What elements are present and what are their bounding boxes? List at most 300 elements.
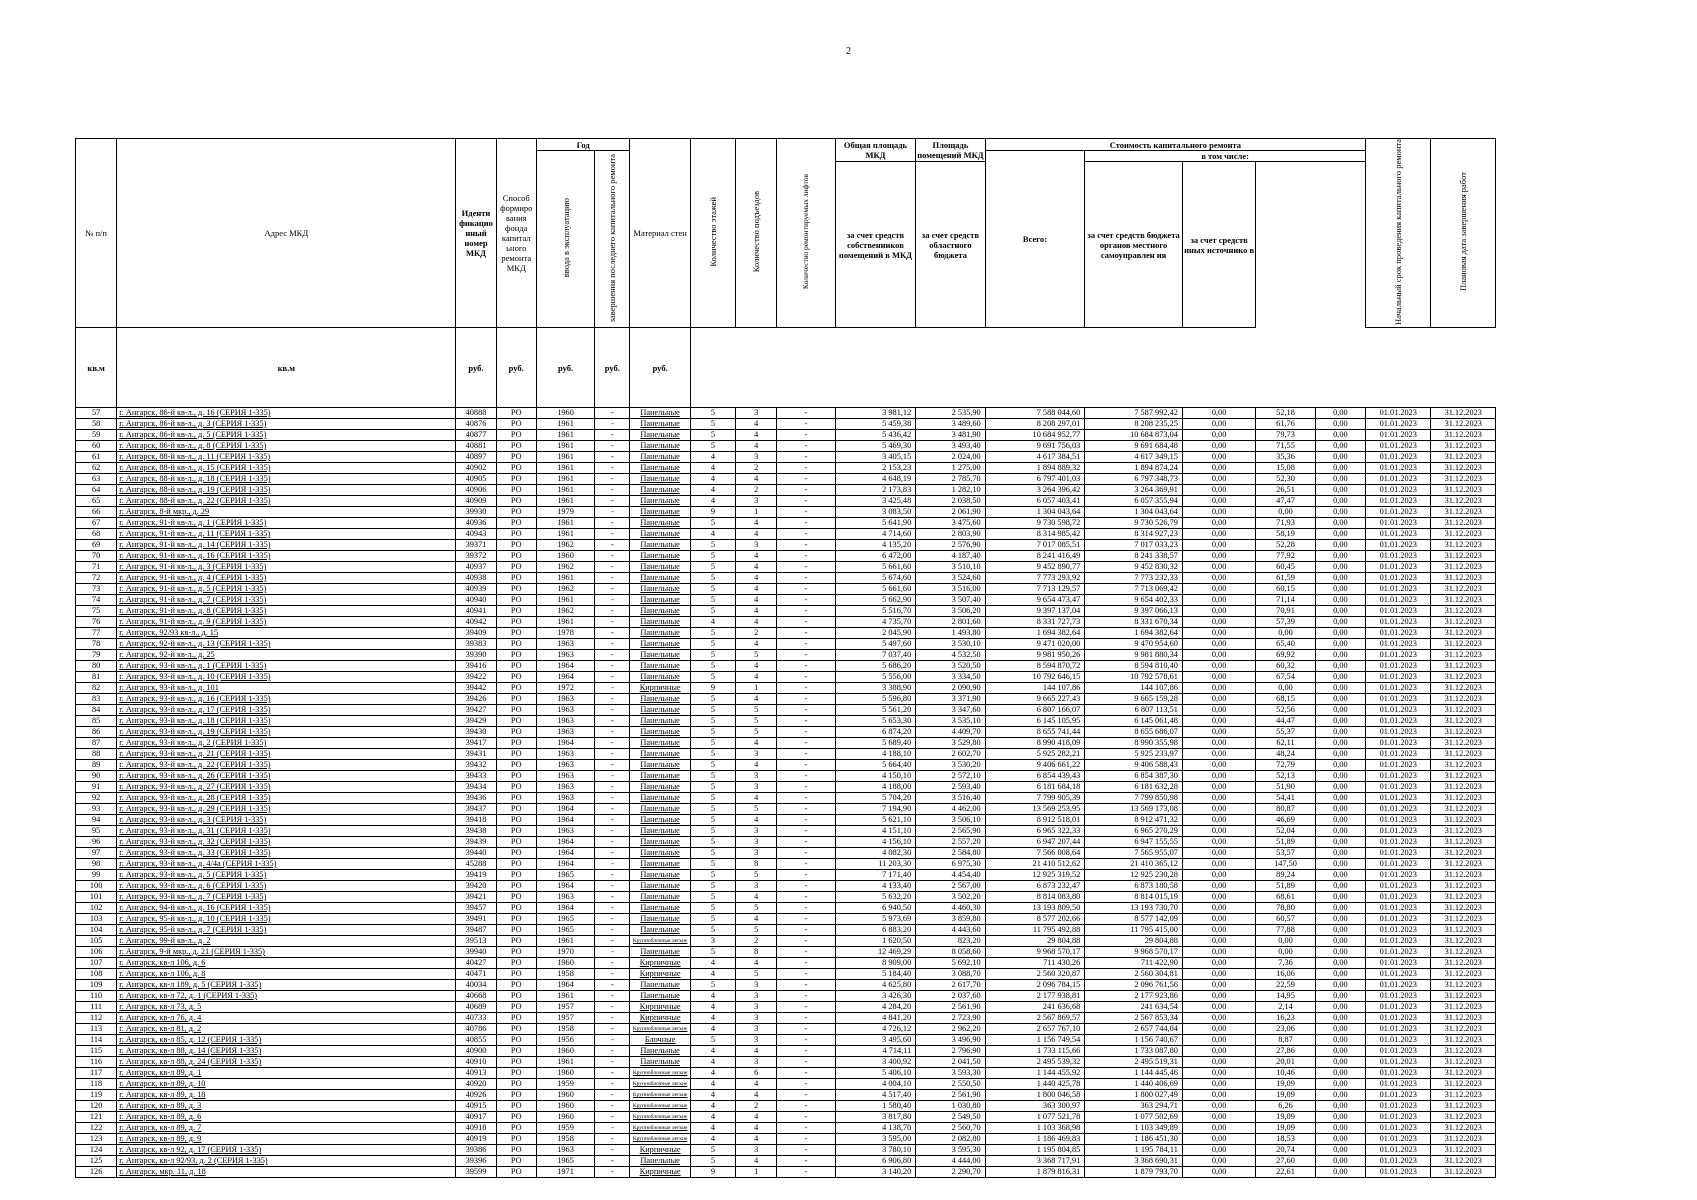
cell-total-area: 11 203,30: [835, 859, 916, 870]
cell-regional: 0,00: [1182, 914, 1255, 925]
cell-start-date: 01.01.2023: [1366, 793, 1431, 804]
cell-end-date: 31.12.2023: [1431, 1068, 1496, 1079]
cell-end-date: 31.12.2023: [1431, 881, 1496, 892]
cell-id: 39487: [456, 925, 496, 936]
cell-total-area: 4 082,30: [835, 848, 916, 859]
cell-entrances: 4: [736, 1112, 777, 1123]
cell-year-last-repair: -: [595, 804, 630, 815]
unit-other: руб.: [630, 328, 690, 408]
cell-other: 0,00: [1315, 419, 1365, 430]
cell-other: 0,00: [1315, 485, 1365, 496]
cell-end-date: 31.12.2023: [1431, 1112, 1496, 1123]
cell-regional: 0,00: [1182, 441, 1255, 452]
cell-total-cost: 29 804,88: [985, 936, 1085, 947]
cell-other: 0,00: [1315, 760, 1365, 771]
cell-entrances: 3: [736, 980, 777, 991]
cell-owners: 9 654 402,33: [1085, 595, 1183, 606]
cell-elevators: -: [777, 1057, 835, 1068]
cell-floors: 5: [690, 408, 735, 419]
cell-wall-material: Панельные: [630, 474, 690, 485]
cell-owners: 8 577 142,09: [1085, 914, 1183, 925]
cell-owners: 2 495 519,31: [1085, 1057, 1183, 1068]
table-row: [76, 441, 1496, 452]
cell-end-date: 31.12.2023: [1431, 958, 1496, 969]
cell-floors: 5: [690, 782, 735, 793]
cell-year-last-repair: -: [595, 936, 630, 947]
cell-total-cost: 1 077 521,78: [985, 1112, 1085, 1123]
cell-id: 40913: [456, 1068, 496, 1079]
cell-elevators: -: [777, 419, 835, 430]
cell-address: г. Ангарск, 86-й кв-л., д. 3 (СЕРИЯ 1-335): [117, 419, 456, 430]
cell-total-area: 5 662,90: [835, 595, 916, 606]
cell-start-date: 01.01.2023: [1366, 903, 1431, 914]
cell-total-area: 12 469,29: [835, 947, 916, 958]
cell-id: 40915: [456, 1101, 496, 1112]
cell-premises-area: 2 549,50: [916, 1112, 985, 1123]
cell-address: г. Ангарск, 91-й кв-л., д. 8 (СЕРИЯ 1-335): [117, 606, 456, 617]
cell-id: 40920: [456, 1079, 496, 1090]
cell-floors: 5: [690, 1156, 735, 1167]
cell-year-last-repair: -: [595, 1046, 630, 1057]
table-row: [76, 738, 1496, 749]
cell-owners: 6 807 113,51: [1085, 705, 1183, 716]
cell-wall-material: Блочные: [630, 1035, 690, 1046]
cell-year-commissioning: 1963: [536, 826, 594, 837]
cell-entrances: 4: [736, 1046, 777, 1057]
cell-local: 52,04: [1256, 826, 1315, 837]
cell-total-area: 4 150,10: [835, 771, 916, 782]
cell-wall-material: Панельные: [630, 925, 690, 936]
cell-year-commissioning: 1961: [536, 474, 594, 485]
cell-floors: 5: [690, 881, 735, 892]
header-year-commissioning-text: ввода в эксплуатацию: [560, 198, 571, 278]
cell-owners: 9 981 880,34: [1085, 650, 1183, 661]
cell-total-area: 5 469,30: [835, 441, 916, 452]
cell-total-area: 4 135,20: [835, 540, 916, 551]
cell-premises-area: 2 561,90: [916, 1002, 985, 1013]
header-year-last-repair-text: завершения последнего капитального ремонта: [607, 153, 618, 323]
table-row: [76, 474, 1496, 485]
cell-year-last-repair: -: [595, 980, 630, 991]
cell-year-last-repair: -: [595, 485, 630, 496]
cell-owners: 9 665 159,28: [1085, 694, 1183, 705]
cell-elevators: -: [777, 507, 835, 518]
cell-start-date: 01.01.2023: [1366, 463, 1431, 474]
cell-total-cost: 12 925 319,52: [985, 870, 1085, 881]
cell-method: РО: [496, 474, 536, 485]
capital-repair-table: [75, 138, 1496, 1178]
cell-wall-material: Панельные: [630, 617, 690, 628]
cell-total-cost: 5 925 282,21: [985, 749, 1085, 760]
cell-entrances: 3: [736, 837, 777, 848]
cell-method: РО: [496, 804, 536, 815]
cell-year-commissioning: 1963: [536, 760, 594, 771]
header-wall-material: Материал стен: [630, 139, 690, 328]
cell-id: 40668: [456, 991, 496, 1002]
cell-end-date: 31.12.2023: [1431, 441, 1496, 452]
cell-num: 110: [76, 991, 117, 1002]
cell-local: 35,36: [1256, 452, 1315, 463]
table-row: [76, 716, 1496, 727]
cell-total-area: 6 940,50: [835, 903, 916, 914]
cell-elevators: -: [777, 694, 835, 705]
cell-year-last-repair: -: [595, 540, 630, 551]
cell-end-date: 31.12.2023: [1431, 694, 1496, 705]
cell-method: РО: [496, 1112, 536, 1123]
cell-total-area: 4 625,80: [835, 980, 916, 991]
cell-total-area: 3 425,48: [835, 496, 916, 507]
cell-premises-area: 3 529,80: [916, 738, 985, 749]
cell-other: 0,00: [1315, 683, 1365, 694]
cell-year-last-repair: -: [595, 562, 630, 573]
cell-num: 92: [76, 793, 117, 804]
cell-elevators: -: [777, 518, 835, 529]
cell-floors: 4: [690, 496, 735, 507]
cell-regional: 0,00: [1182, 661, 1255, 672]
cell-end-date: 31.12.2023: [1431, 771, 1496, 782]
cell-local: 14,95: [1256, 991, 1315, 1002]
cell-method: РО: [496, 419, 536, 430]
table-row: [76, 650, 1496, 661]
cell-regional: 0,00: [1182, 518, 1255, 529]
cell-year-last-repair: -: [595, 606, 630, 617]
cell-wall-material: Панельные: [630, 727, 690, 738]
cell-year-commissioning: 1964: [536, 672, 594, 683]
cell-start-date: 01.01.2023: [1366, 771, 1431, 782]
cell-method: РО: [496, 969, 536, 980]
table-row: [76, 540, 1496, 551]
cell-other: 0,00: [1315, 903, 1365, 914]
cell-entrances: 4: [736, 639, 777, 650]
cell-regional: 0,00: [1182, 628, 1255, 639]
cell-method: РО: [496, 628, 536, 639]
cell-end-date: 31.12.2023: [1431, 705, 1496, 716]
cell-start-date: 01.01.2023: [1366, 452, 1431, 463]
cell-local: 27,60: [1256, 1156, 1315, 1167]
cell-floors: 4: [690, 969, 735, 980]
cell-method: РО: [496, 1057, 536, 1068]
cell-regional: 0,00: [1182, 639, 1255, 650]
cell-method: РО: [496, 441, 536, 452]
cell-address: г. Ангарск, 88-й кв-л., д. 22 (СЕРИЯ 1-335): [117, 496, 456, 507]
cell-other: 0,00: [1315, 815, 1365, 826]
cell-year-last-repair: -: [595, 716, 630, 727]
cell-year-last-repair: -: [595, 452, 630, 463]
cell-regional: 0,00: [1182, 474, 1255, 485]
cell-total-cost: 8 241 416,49: [985, 551, 1085, 562]
cell-premises-area: 3 520,50: [916, 661, 985, 672]
cell-other: 0,00: [1315, 628, 1365, 639]
cell-regional: 0,00: [1182, 1123, 1255, 1134]
cell-wall-material: Панельные: [630, 529, 690, 540]
cell-total-area: 3 400,92: [835, 1057, 916, 1068]
header-other: за счет средств иных источнико в: [1182, 162, 1255, 328]
cell-regional: 0,00: [1182, 727, 1255, 738]
cell-floors: 5: [690, 584, 735, 595]
cell-regional: 0,00: [1182, 694, 1255, 705]
cell-elevators: -: [777, 848, 835, 859]
cell-local: 89,24: [1256, 870, 1315, 881]
cell-id: 39409: [456, 628, 496, 639]
cell-year-commissioning: 1964: [536, 661, 594, 672]
cell-year-commissioning: 1971: [536, 1167, 594, 1178]
cell-other: 0,00: [1315, 606, 1365, 617]
cell-id: 40888: [456, 408, 496, 419]
cell-owners: 9 968 570,17: [1085, 947, 1183, 958]
cell-num: 81: [76, 672, 117, 683]
cell-id: 39420: [456, 881, 496, 892]
cell-elevators: -: [777, 958, 835, 969]
cell-year-commissioning: 1959: [536, 1123, 594, 1134]
cell-entrances: 4: [736, 914, 777, 925]
cell-total-cost: 6 965 322,33: [985, 826, 1085, 837]
cell-premises-area: 2 038,50: [916, 496, 985, 507]
cell-wall-material: Панельные: [630, 430, 690, 441]
cell-num: 78: [76, 639, 117, 650]
cell-other: 0,00: [1315, 1024, 1365, 1035]
cell-elevators: -: [777, 595, 835, 606]
cell-owners: 1 440 406,69: [1085, 1079, 1183, 1090]
cell-end-date: 31.12.2023: [1431, 826, 1496, 837]
cell-address: г. Ангарск, кв-л 73, д. 5: [117, 1002, 456, 1013]
cell-year-last-repair: -: [595, 595, 630, 606]
cell-total-cost: 9 730 598,72: [985, 518, 1085, 529]
cell-id: 40909: [456, 496, 496, 507]
table-row: [76, 947, 1496, 958]
cell-address: г. Ангарск, 93-й кв-л., д. 21 (СЕРИЯ 1-335): [117, 749, 456, 760]
cell-num: 116: [76, 1057, 117, 1068]
cell-end-date: 31.12.2023: [1431, 408, 1496, 419]
cell-premises-area: 2 557,20: [916, 837, 985, 848]
cell-id: 40427: [456, 958, 496, 969]
cell-year-commissioning: 1970: [536, 947, 594, 958]
cell-wall-material: Панельные: [630, 518, 690, 529]
cell-year-last-repair: -: [595, 1145, 630, 1156]
cell-year-last-repair: -: [595, 1013, 630, 1024]
cell-owners: 2 096 761,56: [1085, 980, 1183, 991]
cell-total-cost: 2 495 539,32: [985, 1057, 1085, 1068]
cell-local: 51,90: [1256, 782, 1315, 793]
table-row: [76, 507, 1496, 518]
cell-regional: 0,00: [1182, 1068, 1255, 1079]
cell-local: 68,61: [1256, 892, 1315, 903]
cell-address: г. Ангарск, кв-л 72, д. 1 (СЕРИЯ 1-335): [117, 991, 456, 1002]
cell-premises-area: 3 496,90: [916, 1035, 985, 1046]
cell-local: 22,61: [1256, 1167, 1315, 1178]
cell-address: г. Ангарск, кв-л 89, д. 1: [117, 1068, 456, 1079]
cell-owners: 21 410 365,12: [1085, 859, 1183, 870]
cell-id: 40936: [456, 518, 496, 529]
cell-id: 40900: [456, 1046, 496, 1057]
cell-other: 0,00: [1315, 518, 1365, 529]
cell-premises-area: 4 462,00: [916, 804, 985, 815]
cell-year-last-repair: -: [595, 430, 630, 441]
cell-year-commissioning: 1964: [536, 804, 594, 815]
cell-end-date: 31.12.2023: [1431, 672, 1496, 683]
cell-year-last-repair: -: [595, 650, 630, 661]
cell-elevators: -: [777, 705, 835, 716]
cell-year-last-repair: -: [595, 727, 630, 738]
table-row: [76, 452, 1496, 463]
cell-num: 100: [76, 881, 117, 892]
cell-year-commissioning: 1957: [536, 1002, 594, 1013]
cell-other: 0,00: [1315, 595, 1365, 606]
cell-num: 114: [76, 1035, 117, 1046]
cell-owners: 8 241 338,57: [1085, 551, 1183, 562]
cell-wall-material: Панельные: [630, 639, 690, 650]
cell-entrances: 5: [736, 727, 777, 738]
cell-end-date: 31.12.2023: [1431, 661, 1496, 672]
cell-end-date: 31.12.2023: [1431, 1101, 1496, 1112]
cell-start-date: 01.01.2023: [1366, 1079, 1431, 1090]
cell-year-last-repair: -: [595, 628, 630, 639]
cell-local: 77,92: [1256, 551, 1315, 562]
cell-year-last-repair: -: [595, 958, 630, 969]
cell-total-cost: 1 103 368,98: [985, 1123, 1085, 1134]
cell-id: 40881: [456, 441, 496, 452]
cell-year-commissioning: 1979: [536, 507, 594, 518]
cell-start-date: 01.01.2023: [1366, 980, 1431, 991]
cell-method: РО: [496, 936, 536, 947]
cell-num: 76: [76, 617, 117, 628]
cell-regional: 0,00: [1182, 815, 1255, 826]
cell-regional: 0,00: [1182, 496, 1255, 507]
cell-year-last-repair: -: [595, 551, 630, 562]
cell-local: 20,74: [1256, 1145, 1315, 1156]
cell-regional: 0,00: [1182, 716, 1255, 727]
cell-total-area: 5 661,60: [835, 584, 916, 595]
cell-year-last-repair: -: [595, 903, 630, 914]
cell-floors: 5: [690, 760, 735, 771]
cell-other: 0,00: [1315, 551, 1365, 562]
cell-wall-material: Панельные: [630, 562, 690, 573]
cell-floors: 9: [690, 507, 735, 518]
cell-entrances: 2: [736, 1101, 777, 1112]
cell-premises-area: 2 061,90: [916, 507, 985, 518]
cell-floors: 5: [690, 573, 735, 584]
cell-total-area: 5 497,60: [835, 639, 916, 650]
cell-regional: 0,00: [1182, 837, 1255, 848]
cell-wall-material: Панельные: [630, 606, 690, 617]
header-year-group: Год: [536, 139, 630, 151]
cell-total-cost: 7 773 293,92: [985, 573, 1085, 584]
cell-method: РО: [496, 705, 536, 716]
cell-end-date: 31.12.2023: [1431, 496, 1496, 507]
cell-total-area: 7 171,40: [835, 870, 916, 881]
cell-end-date: 31.12.2023: [1431, 540, 1496, 551]
cell-other: 0,00: [1315, 936, 1365, 947]
cell-other: 0,00: [1315, 1090, 1365, 1101]
cell-elevators: -: [777, 496, 835, 507]
cell-premises-area: 3 516,40: [916, 793, 985, 804]
table-row: [76, 870, 1496, 881]
cell-other: 0,00: [1315, 617, 1365, 628]
cell-entrances: 3: [736, 848, 777, 859]
cell-local: 52,30: [1256, 474, 1315, 485]
cell-local: 79,73: [1256, 430, 1315, 441]
cell-premises-area: 3 506,20: [916, 606, 985, 617]
cell-other: 0,00: [1315, 1112, 1365, 1123]
cell-start-date: 01.01.2023: [1366, 782, 1431, 793]
cell-year-commissioning: 1972: [536, 683, 594, 694]
cell-num: 115: [76, 1046, 117, 1057]
cell-start-date: 01.01.2023: [1366, 705, 1431, 716]
cell-year-last-repair: -: [595, 837, 630, 848]
cell-method: РО: [496, 584, 536, 595]
cell-total-area: 4 188,00: [835, 782, 916, 793]
cell-elevators: -: [777, 452, 835, 463]
cell-num: 74: [76, 595, 117, 606]
cell-wall-material: Панельные: [630, 595, 690, 606]
cell-id: 40897: [456, 452, 496, 463]
cell-total-area: 4 138,70: [835, 1123, 916, 1134]
cell-total-cost: 9 397 137,04: [985, 606, 1085, 617]
cell-num: 104: [76, 925, 117, 936]
cell-id: 39431: [456, 749, 496, 760]
cell-wall-material: Крупноблочные легкие: [630, 1123, 690, 1134]
cell-num: 108: [76, 969, 117, 980]
table-row: [76, 727, 1496, 738]
cell-method: РО: [496, 562, 536, 573]
cell-total-cost: 6 797 401,03: [985, 474, 1085, 485]
cell-method: РО: [496, 958, 536, 969]
cell-premises-area: 2 567,00: [916, 881, 985, 892]
cell-method: РО: [496, 1156, 536, 1167]
cell-method: РО: [496, 1101, 536, 1112]
cell-num: 87: [76, 738, 117, 749]
cell-year-commissioning: 1960: [536, 408, 594, 419]
cell-year-commissioning: 1964: [536, 881, 594, 892]
cell-premises-area: 3 489,60: [916, 419, 985, 430]
cell-wall-material: Панельные: [630, 694, 690, 705]
cell-regional: 0,00: [1182, 452, 1255, 463]
cell-entrances: 4: [736, 958, 777, 969]
cell-method: РО: [496, 452, 536, 463]
cell-year-last-repair: -: [595, 661, 630, 672]
cell-address: г. Ангарск, 93-й кв-л., д. 10 (СЕРИЯ 1-335): [117, 672, 456, 683]
cell-owners: 9 406 588,43: [1085, 760, 1183, 771]
cell-total-cost: 8 208 297,01: [985, 419, 1085, 430]
header-start-date-text: Начальный срок проведения капитального ремонта: [1393, 139, 1404, 325]
cell-id: 40940: [456, 595, 496, 606]
cell-other: 0,00: [1315, 892, 1365, 903]
cell-num: 109: [76, 980, 117, 991]
cell-total-cost: 6 854 439,43: [985, 771, 1085, 782]
cell-year-last-repair: -: [595, 1068, 630, 1079]
cell-entrances: 2: [736, 936, 777, 947]
cell-num: 73: [76, 584, 117, 595]
cell-num: 67: [76, 518, 117, 529]
table-row: [76, 419, 1496, 430]
cell-address: г. Ангарск, 92/93 кв-л., д. 15: [117, 628, 456, 639]
table-row: [76, 1112, 1496, 1123]
cell-total-area: 4 714,11: [835, 1046, 916, 1057]
table-row: [76, 1068, 1496, 1079]
cell-end-date: 31.12.2023: [1431, 749, 1496, 760]
cell-end-date: 31.12.2023: [1431, 573, 1496, 584]
cell-year-last-repair: -: [595, 782, 630, 793]
cell-id: 40786: [456, 1024, 496, 1035]
cell-local: 55,37: [1256, 727, 1315, 738]
cell-year-commissioning: 1960: [536, 1068, 594, 1079]
cell-premises-area: 3 859,80: [916, 914, 985, 925]
cell-local: 52,18: [1256, 408, 1315, 419]
cell-local: 71,14: [1256, 595, 1315, 606]
cell-total-cost: 7 566 008,64: [985, 848, 1085, 859]
cell-end-date: 31.12.2023: [1431, 1079, 1496, 1090]
cell-wall-material: Кирпичные: [630, 683, 690, 694]
cell-other: 0,00: [1315, 474, 1365, 485]
